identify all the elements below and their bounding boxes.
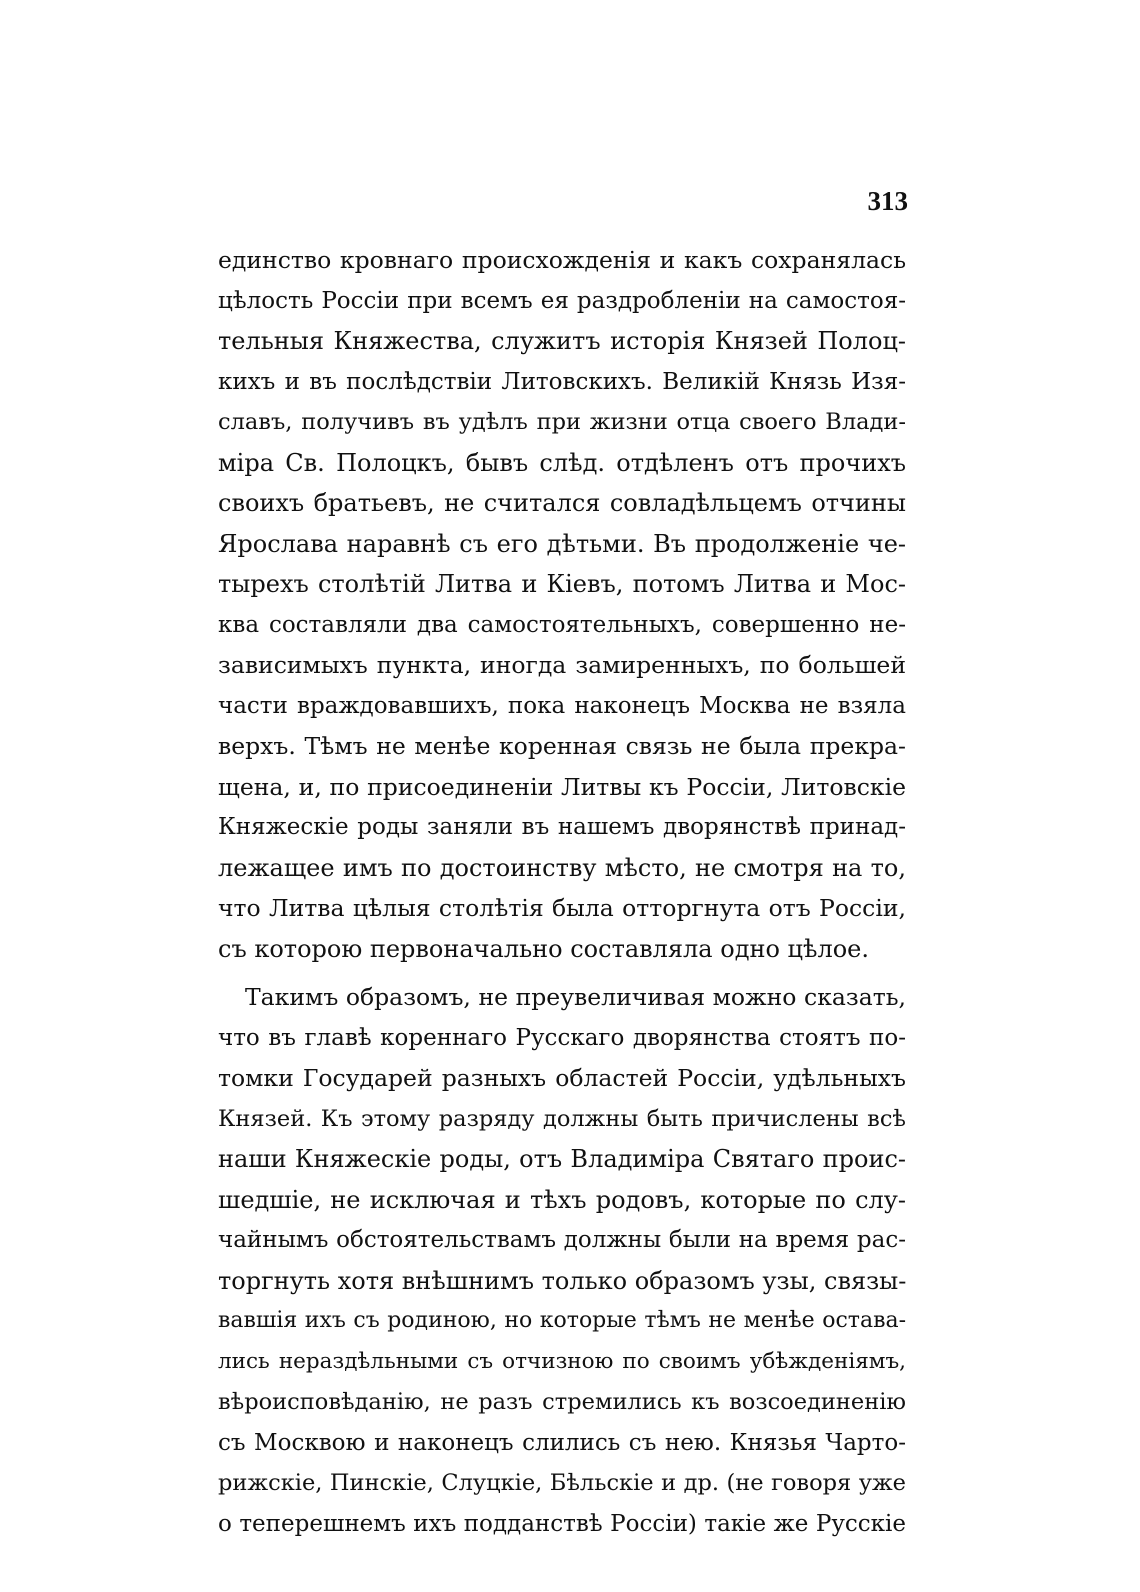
text-line: тырехъ столѣтій Литва и Кіевъ, потомъ Литва и Мос-: [218, 570, 906, 598]
text-line: томки Государей разныхъ областей Россіи, удѣльныхъ: [218, 1064, 906, 1092]
text-line: цѣлость Россіи при всемъ ея раздробленіи на самостоя-: [218, 287, 906, 314]
text-line: части враждовавшихъ, пока наконецъ Москва не взяла: [218, 692, 906, 719]
text-block: [218, 240, 906, 1544]
text-line: своихъ братьевъ, не считался совладѣльцемъ отчины: [218, 489, 906, 517]
text-line: лись нераздѣльными съ отчизною по своимъ убѣжденіямъ,: [218, 1348, 906, 1374]
text-line: ква составляли два самостоятельныхъ, совершенно не-: [218, 611, 906, 638]
text-line: щена, и, по присоединеніи Литвы къ Россіи, Литовскіе: [218, 772, 906, 801]
paragraph-2: [218, 977, 906, 1544]
page-number: 313: [867, 186, 908, 216]
text-line: съ которою первоначально составляла одно цѣлое.: [218, 934, 869, 963]
text-line: шедшіе, не исключая и тѣхъ родовъ, которые по слу-: [218, 1185, 906, 1214]
text-line: наши Княжескіе роды, отъ Владиміра Святаго проис-: [218, 1145, 906, 1173]
text-line: міра Св. Полоцкъ, бывъ слѣд. отдѣленъ отъ прочихъ: [218, 448, 906, 477]
text-line: съ Москвою и наконецъ слились съ нею. Князья Чарто-: [218, 1429, 906, 1456]
text-line: Князей. Къ этому разряду должны быть причислены всѣ: [218, 1105, 906, 1132]
text-line: зависимыхъ пункта, иногда замиренныхъ, по большей: [218, 651, 906, 679]
text-line: что Литва цѣлыя столѣтія была отторгнута отъ Россіи,: [218, 894, 906, 922]
text-line: верхъ. Тѣмъ не менѣе коренная связь не была прекра-: [218, 732, 906, 760]
text-line: лежащее имъ по достоинству мѣсто, не смотря на то,: [218, 853, 906, 882]
text-line: вѣроисповѣданію, не разъ стремились къ возсоединенію: [218, 1389, 906, 1415]
text-line: Княжескіе роды заняли въ нашемъ дворянствѣ принад-: [218, 814, 906, 840]
text-line: единство кровнаго происхожденія и какъ сохранялась: [218, 246, 906, 274]
text-line: Ярослава наравнѣ съ его дѣтьми. Въ продолженіе че-: [218, 529, 906, 558]
paragraph-1: [218, 240, 906, 969]
text-line: славъ, получивъ въ удѣлъ при жизни отца своего Влади-: [218, 409, 906, 435]
text-line: что въ главѣ кореннаго Русскаго дворянства стоятъ по-: [218, 1024, 906, 1051]
text-line: торгнуть хотя внѣшнимъ только образомъ узы, связы-: [218, 1266, 906, 1295]
text-line: кихъ и въ послѣдствіи Литовскихъ. Великій Князь Изя-: [218, 368, 906, 395]
text-line: о теперешнемъ ихъ подданствѣ Россіи) такіе же Русскіе: [218, 1510, 906, 1537]
text-line: чайнымъ обстоятельствамъ должны были на время рас-: [218, 1227, 906, 1253]
text-line: рижскіе, Пинскіе, Слуцкіе, Бѣльскіе и др. (не говоря уже: [218, 1470, 906, 1496]
text-line: Такимъ образомъ, не преувеличивая можно сказать,: [245, 983, 906, 1011]
text-line: тельныя Княжества, служитъ исторія Князей Полоц-: [218, 327, 906, 355]
text-line: вавшія ихъ съ родиною, но которые тѣмъ не менѣе остава-: [218, 1308, 906, 1333]
